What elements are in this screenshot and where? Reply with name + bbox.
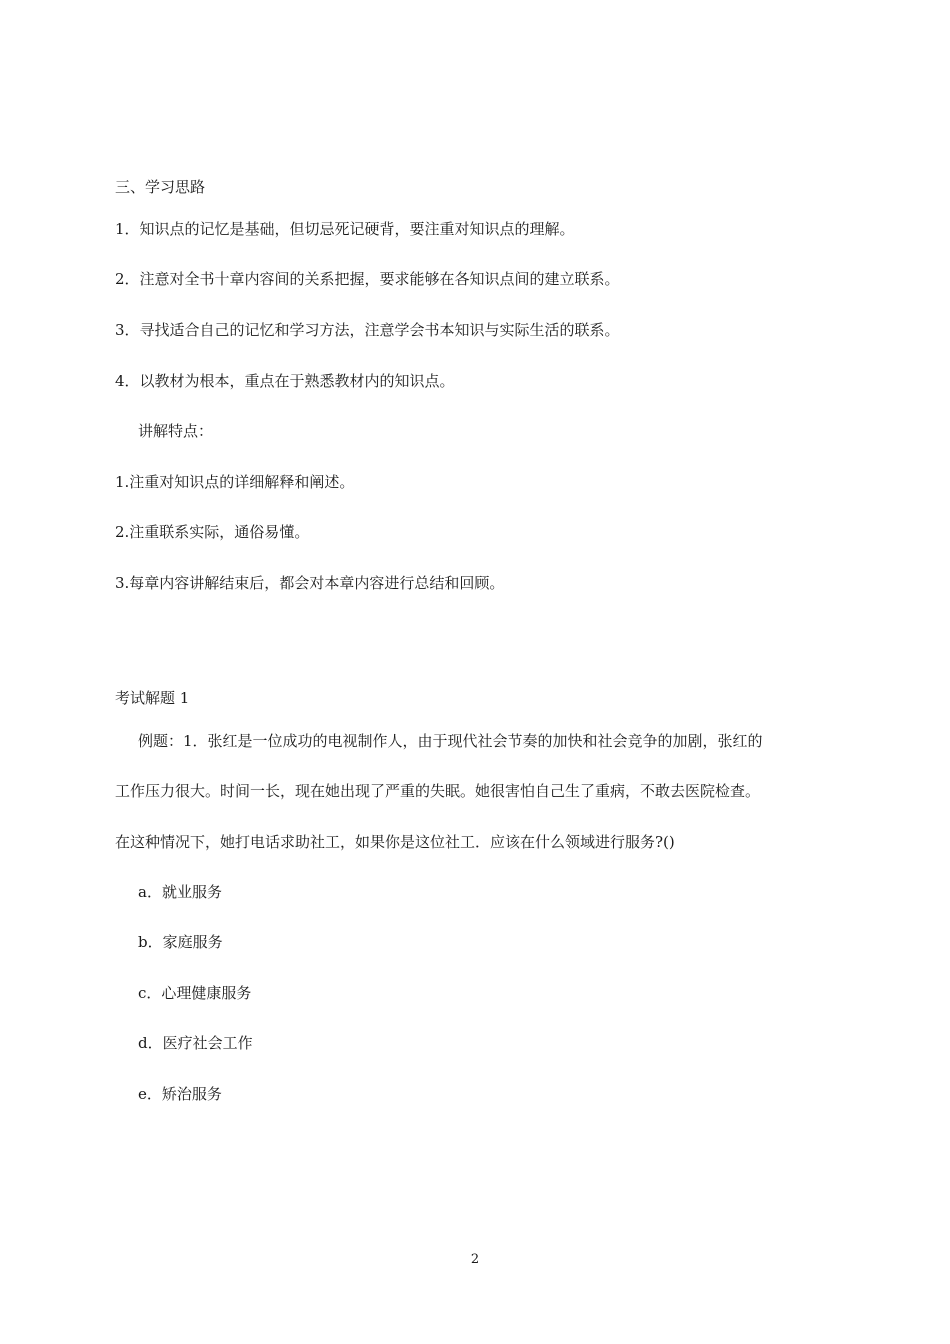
features-heading: 讲解特点：	[138, 422, 214, 440]
section-heading: 三、学习思路	[115, 178, 206, 196]
feature-item: 1.注重对知识点的详细解释和阐述。	[115, 473, 355, 491]
page-number: 2	[470, 1252, 480, 1267]
question-line: 例题：1．张红是一位成功的电视制作人，由于现代社会节奏的加快和社会竞争的加剧，张红的	[138, 732, 763, 750]
study-point: 3．寻找适合自己的记忆和学习方法，注意学会书本知识与实际生活的联系。	[115, 321, 620, 339]
answer-option: e．矫治服务	[138, 1085, 222, 1103]
feature-item: 3.每章内容讲解结束后，都会对本章内容进行总结和回顾。	[115, 574, 505, 592]
question-line: 工作压力很大。时间一长，现在她出现了严重的失眠。她很害怕自己生了重病，不敢去医院检查。	[115, 782, 761, 800]
answer-option: a．就业服务	[138, 883, 222, 901]
answer-option: b．家庭服务	[138, 933, 223, 951]
feature-item: 2.注重联系实际，通俗易懂。	[115, 523, 310, 541]
study-point: 4．以教材为根本，重点在于熟悉教材内的知识点。	[115, 372, 455, 390]
answer-option: c．心理健康服务	[138, 984, 252, 1002]
answer-option: d．医疗社会工作	[138, 1034, 253, 1052]
exam-title: 考试解题 1	[115, 689, 190, 707]
study-point: 1．知识点的记忆是基础，但切忌死记硬背，要注重对知识点的理解。	[115, 220, 575, 238]
question-line: 在这种情况下，她打电话求助社工，如果你是这位社工．应该在什么领域进行服务?()	[115, 833, 675, 851]
study-point: 2．注意对全书十章内容间的关系把握，要求能够在各知识点间的建立联系。	[115, 270, 620, 288]
